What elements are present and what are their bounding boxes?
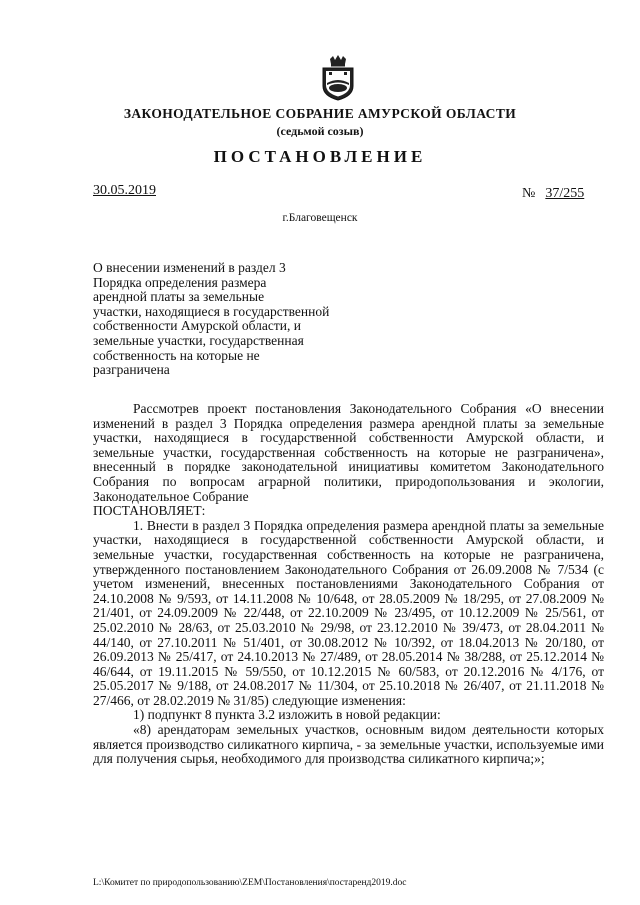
subitem-1-paragraph: 1) подпункт 8 пункта 3.2 изложить в новой редакции:	[133, 707, 441, 723]
organization-name: ЗАКОНОДАТЕЛЬНОЕ СОБРАНИЕ АМУРСКОЙ ОБЛАСТИ	[123, 106, 517, 121]
document-date: 30.05.2019	[93, 183, 156, 198]
subject-line: собственности Амурской области, и	[93, 318, 301, 334]
document-number	[522, 186, 584, 202]
subject-block	[93, 261, 363, 378]
resolution-body	[93, 402, 604, 767]
subject-line: разграничена	[93, 362, 170, 378]
document-type-title: ПОСТАНОВЛЕНИЕ	[213, 147, 427, 166]
number-value: 37/255	[545, 186, 585, 201]
city-name: г.Благовещенск	[282, 212, 358, 224]
subject-line: земельные участки, государственная	[93, 332, 304, 348]
coat-of-arms-icon	[318, 55, 358, 101]
subject-line: О внесении изменений в раздел 3	[93, 260, 286, 275]
convocation-label: (седьмой созыв)	[276, 124, 364, 138]
subject-line: Порядка определения размера	[93, 274, 267, 290]
file-path-footer: L:\Комитет по природопользованию\ZEM\Постановления\постаренд2019.doc	[93, 878, 407, 888]
preamble-paragraph: Рассмотрев проект постановления Законодательного Собрания «О внесении изменений в раздел 3 Порядка определения размера арендной платы за земельные участки, находящиеся в государственной собственности Амурской области, и земельные участки, государственная собственность на которые не разграничена», внесенный в порядке законодательной инициативы комитетом Законодательного Собрания по вопросам аграрной политики, природопользования и экологии, Законодательное Собрание	[93, 401, 604, 504]
resolves-heading: ПОСТАНОВЛЯЕТ:	[93, 503, 206, 519]
subject-line: собственность на которые не	[93, 347, 260, 363]
quoted-text-paragraph: «8) арендаторам земельных участков, основным видом деятельности которых является производство силикатного кирпича, - за земельные участки, используемые ими для получения сырья, необходимого для производства силикатного кирпича;»;	[93, 722, 604, 767]
item-1-paragraph: 1. Внести в раздел 3 Порядка определения размера арендной платы за земельные участки, находящиеся в государственной собственности Амурской области, и земельные участки, государственная собственность на которые не разграничена, утвержденного постановлением Законодательного Собрания от 26.09.2008 № 7/534 (с учетом изменений, внесенных постановлениями Законодательного Собрания от 24.10.2008 № 9/593, от 14.11.2008 № 10/648, от 28.05.2009 № 18/295, от 27.08.2009 № 21/401, от 24.09.2009 № 22/448, от 22.10.2009 № 23/495, от 10.12.2009 № 25/561, от 25.02.2010 № 28/63, от 25.03.2010 № 29/98, от 23.12.2010 № 39/473, от 28.04.2011 № 44/140, от 27.10.2011 № 51/401, от 30.08.2012 № 10/392, от 18.04.2013 № 20/180, от 26.09.2013 № 25/417, от 24.10.2013 № 27/489, от 28.05.2014 № 38/288, от 25.12.2014 № 46/644, от 19.11.2015 № 59/550, от 10.12.2015 № 60/583, от 20.12.2016 № 4/176, от 25.05.2017 № 9/188, от 24.08.2017 № 11/304, от 25.10.2018 № 26/407, от 21.11.2018 № 27/466, от 28.02.2019 № 31/85) следующие изменения:	[93, 517, 604, 708]
subject-line: участки, находящиеся в государственной	[93, 303, 330, 319]
number-sign: №	[522, 186, 536, 201]
subject-line: арендной платы за земельные	[93, 289, 265, 305]
